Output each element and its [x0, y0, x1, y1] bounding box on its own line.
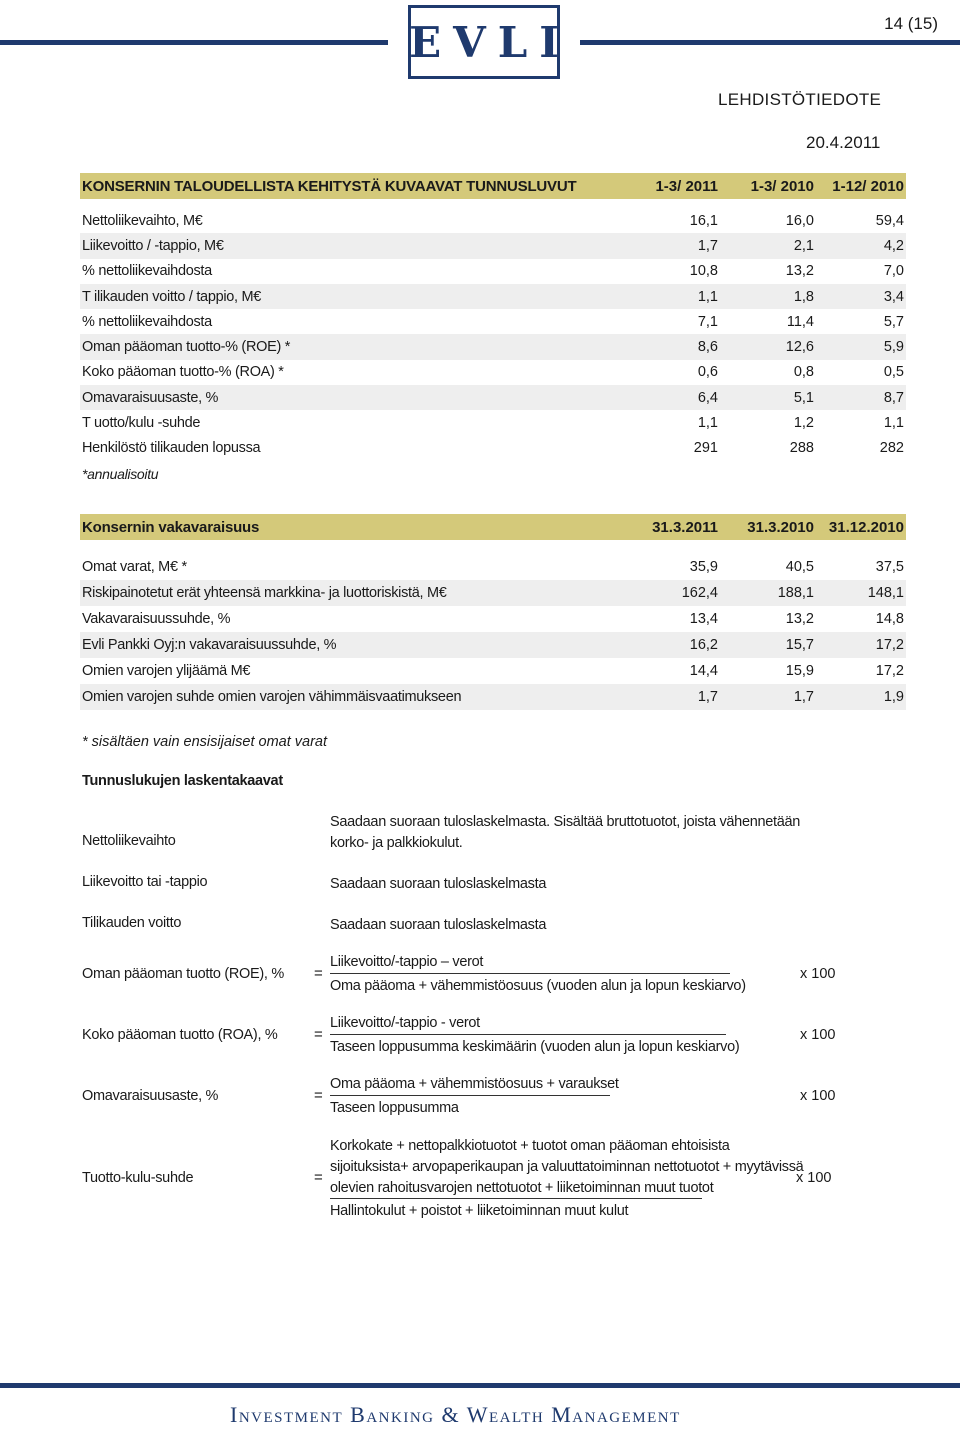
cell: 40,5	[785, 559, 814, 575]
cell: 148,1	[867, 585, 904, 601]
numerator-line: sijoituksista+ arvopaperikaupan ja valuuttatoiminnan nettotuotot + myytävissä	[330, 1159, 804, 1175]
formula-numerator: Oma pääoma + vähemmistöosuus + varaukset	[330, 1076, 619, 1092]
table-row	[80, 284, 906, 309]
row-label: Evli Pankki Oyj:n vakavaraisuussuhde, %	[82, 637, 337, 653]
cell: 5,1	[793, 389, 814, 406]
cell: 13,2	[785, 263, 814, 280]
formula-label: Nettoliikevaihto	[82, 833, 176, 849]
formula-label: Omavaraisuusaste, %	[82, 1088, 219, 1104]
row-label: Liikevoitto / -tappio, M€	[82, 237, 224, 254]
footer-tagline: Investment Banking & Wealth Management	[230, 1402, 681, 1427]
logo-text: EVLI	[409, 17, 571, 67]
cell: 13,2	[785, 611, 814, 627]
multiplier: x 100	[800, 966, 836, 982]
table-row	[80, 259, 906, 284]
formula-denominator: Hallintokulut + poistot + liiketoiminnan muut kulut	[330, 1203, 629, 1219]
table-header	[80, 514, 906, 540]
formula-numerator: Liikevoitto/-tappio - verot	[330, 1015, 480, 1031]
cell: 3,4	[883, 288, 904, 305]
cell: 1,7	[793, 689, 814, 705]
row-label: % nettoliikevaihdosta	[82, 313, 212, 330]
column-header: 1-3/ 2010	[750, 177, 814, 195]
cell: 6,4	[697, 389, 718, 406]
table-row	[80, 233, 906, 258]
table-row	[80, 658, 906, 684]
formula-numerator: Liikevoitto/-tappio – verot	[330, 954, 484, 970]
row-label: Vakavaraisuussuhde, %	[82, 611, 231, 627]
cell: 14,8	[875, 611, 904, 627]
formula-description	[330, 812, 800, 854]
row-label: Omat varat, M€ *	[82, 559, 187, 575]
table-row	[80, 385, 906, 410]
cell: 1,7	[697, 237, 718, 254]
equals-sign: =	[314, 1169, 323, 1186]
table-note: *annualisoitu	[82, 465, 159, 482]
cell: 15,9	[785, 663, 814, 679]
document-date: 20.4.2011	[806, 133, 881, 152]
cell: 4,2	[883, 237, 904, 254]
cell: 12,6	[785, 339, 814, 356]
cell: 0,8	[793, 364, 814, 381]
cell: 1,7	[697, 689, 718, 705]
numerator-line: olevien rahoitusvarojen nettotuotot + liiketoiminnan muut tuotot	[330, 1180, 714, 1196]
formula-label: Tilikauden voitto	[82, 915, 182, 931]
cell: 16,1	[689, 212, 718, 229]
column-header: 31.3.2011	[652, 518, 718, 536]
cell: 37,5	[875, 559, 904, 575]
equals-sign: =	[314, 1026, 323, 1043]
row-label: Omien varojen suhde omien varojen vähimmäisvaatimukseen	[82, 689, 462, 705]
cell: 13,4	[689, 611, 718, 627]
header-rule-left	[0, 40, 388, 45]
table-row	[80, 580, 906, 606]
row-label: Omien varojen ylijäämä M€	[82, 663, 251, 679]
cell: 17,2	[875, 637, 904, 653]
formula-label: Liikevoitto tai -tappio	[82, 874, 208, 890]
cell: 8,7	[883, 389, 904, 406]
row-label: T ilikauden voitto / tappio, M€	[82, 288, 262, 305]
row-label: % nettoliikevaihdosta	[82, 263, 212, 280]
table-note-row	[80, 461, 906, 486]
multiplier: x 100	[800, 1088, 836, 1104]
cell: 5,7	[883, 313, 904, 330]
row-label: Omavaraisuusaste, %	[82, 389, 219, 406]
table-title: KONSERNIN TALOUDELLISTA KEHITYSTÄ KUVAAVAT TUNNUSLUVUT	[82, 177, 577, 195]
table-row	[80, 208, 906, 233]
cell: 291	[693, 440, 718, 457]
table-row	[80, 410, 906, 435]
cell: 1,9	[883, 689, 904, 705]
fraction-line	[330, 1198, 702, 1199]
cell: 1,1	[697, 415, 718, 432]
row-label: T uotto/kulu -suhde	[82, 415, 201, 432]
cell: 188,1	[777, 585, 814, 601]
page-number: 14 (15)	[884, 14, 938, 33]
formula-denominator: Oma pääoma + vähemmistöosuus (vuoden alun ja lopun keskiarvo)	[330, 978, 746, 994]
cell: 1,1	[883, 415, 904, 432]
row-label: Oman pääoman tuotto-% (ROE) *	[82, 339, 291, 356]
description-line: Saadaan suoraan tuloslaskelmasta. Sisältää bruttotuotot, joista vähennetään	[330, 814, 801, 830]
column-header: 31.12.2010	[828, 518, 904, 536]
formula-description: Saadaan suoraan tuloslaskelmasta	[330, 876, 547, 892]
row-label: Koko pääoman tuotto-% (ROA) *	[82, 364, 284, 381]
formula-denominator: Taseen loppusumma	[330, 1100, 459, 1116]
table-row	[80, 684, 906, 710]
cell: 35,9	[689, 559, 718, 575]
key-figures-table	[80, 173, 906, 486]
cell: 10,8	[689, 263, 718, 280]
cell: 0,6	[697, 364, 718, 381]
table-note: * sisältäen vain ensisijaiset omat varat	[82, 734, 328, 750]
formula-label: Oman pääoman tuotto (ROE), %	[82, 966, 284, 982]
equals-sign: =	[314, 965, 323, 982]
header-rule-right	[580, 40, 960, 45]
fraction-line	[330, 973, 730, 974]
cell: 162,4	[681, 585, 718, 601]
cell: 282	[879, 440, 904, 457]
row-label: Riskipainotetut erät yhteensä markkina- ja luottoriskistä, M€	[82, 585, 447, 601]
row-label: Nettoliikevaihto, M€	[82, 212, 203, 229]
column-header: 31.3.2010	[747, 518, 814, 536]
description-line: korko- ja palkkiokulut.	[330, 835, 463, 851]
fraction-line	[330, 1034, 726, 1035]
cell: 1,8	[793, 288, 814, 305]
column-header: 1-12/ 2010	[832, 177, 904, 195]
cell: 1,2	[793, 415, 814, 432]
cell: 17,2	[875, 663, 904, 679]
cell: 16,2	[689, 637, 718, 653]
row-label: Henkilöstö tilikauden lopussa	[82, 440, 261, 457]
formula-label: Koko pääoman tuotto (ROA), %	[82, 1027, 278, 1043]
table-row	[80, 360, 906, 385]
document-type: LEHDISTÖTIEDOTE	[718, 90, 882, 109]
formula-label: Tuotto-kulu-suhde	[82, 1170, 194, 1186]
table-header	[80, 173, 906, 199]
formula-numerator	[330, 1136, 803, 1199]
formula-description: Saadaan suoraan tuloslaskelmasta	[330, 917, 547, 933]
cell: 0,5	[883, 364, 904, 381]
formulas-heading: Tunnuslukujen laskentakaavat	[82, 773, 283, 789]
table-row	[80, 334, 906, 359]
cell: 11,4	[786, 313, 814, 330]
cell: 14,4	[689, 663, 718, 679]
table-row	[80, 436, 906, 461]
equals-sign: =	[314, 1087, 323, 1104]
table-row	[80, 309, 906, 334]
cell: 1,1	[697, 288, 718, 305]
cell: 8,6	[697, 339, 718, 356]
cell: 16,0	[785, 212, 814, 229]
capital-adequacy-table	[80, 514, 906, 710]
multiplier: x 100	[796, 1170, 832, 1186]
footer-rule	[0, 1383, 960, 1388]
cell: 7,0	[883, 263, 904, 280]
column-header: 1-3/ 2011	[655, 177, 718, 195]
table-title: Konsernin vakavaraisuus	[82, 518, 260, 536]
formula-denominator: Taseen loppusumma keskimäärin (vuoden alun ja lopun keskiarvo)	[330, 1039, 740, 1055]
cell: 59,4	[875, 212, 904, 229]
cell: 5,9	[883, 339, 904, 356]
table-row	[80, 632, 906, 658]
cell: 15,7	[785, 637, 814, 653]
cell: 2,1	[793, 237, 814, 254]
table-row	[80, 554, 906, 580]
cell: 7,1	[697, 313, 718, 330]
evli-logo	[408, 5, 571, 79]
cell: 288	[789, 440, 814, 457]
numerator-line: Korkokate + nettopalkkiotuotot + tuotot oman pääoman ehtoisista	[330, 1138, 730, 1154]
multiplier: x 100	[800, 1027, 836, 1043]
table-row	[80, 606, 906, 632]
fraction-line	[330, 1095, 610, 1096]
